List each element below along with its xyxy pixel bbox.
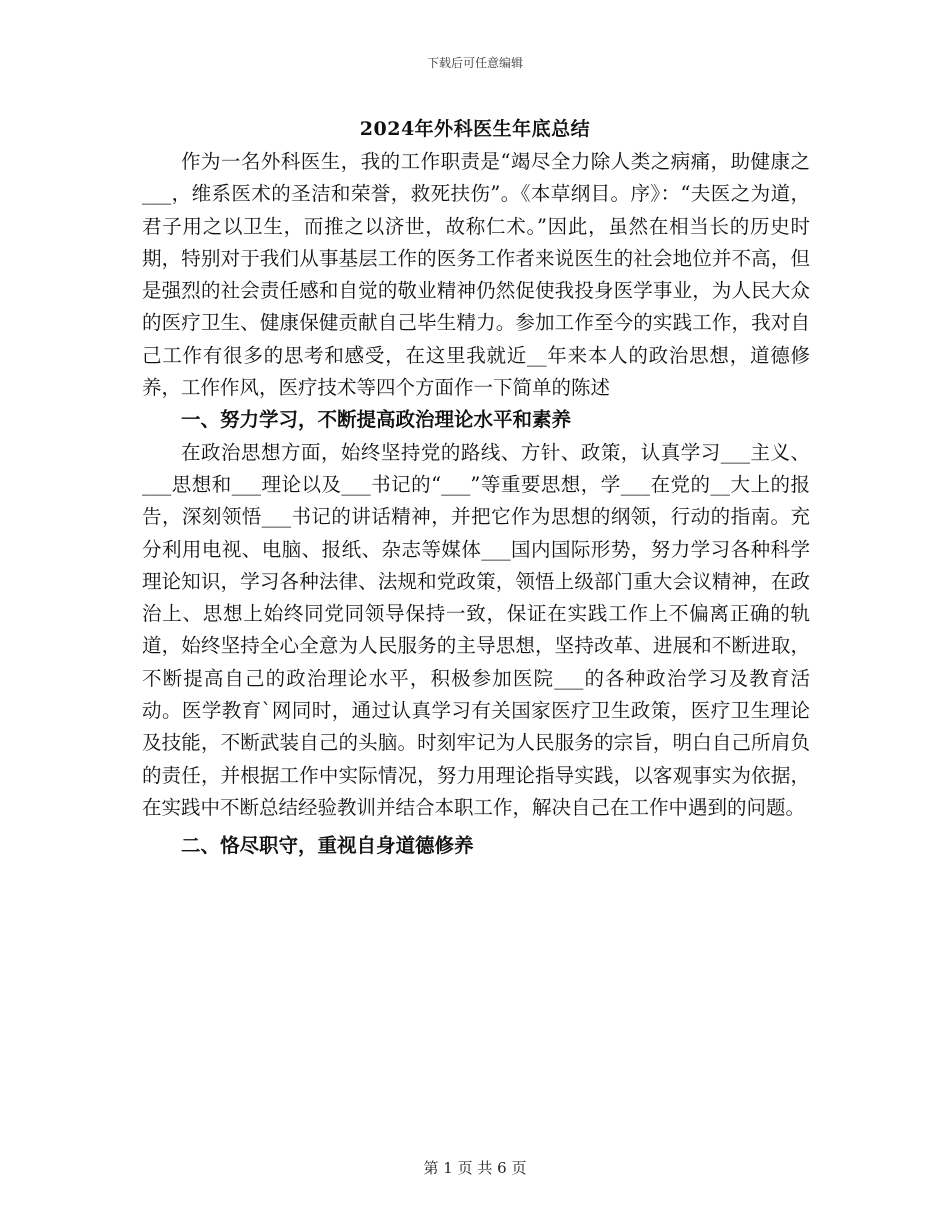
- intro-paragraph: 作为一名外科医生，我的工作职责是“竭尽全力除人类之病痛，助健康之___，维系医术的圣洁和荣誉，救死扶伤”。《本草纲目。序》：“夫医之为道，君子用之以卫生，而推之以济世，故称仁术。”因此，虽然在相当长的历史时期，特别对于我们从事基层工作的医务工作者来说医生的社会地位并不高，但是强烈的社会责任感和自觉的敬业精神仍然促使我投身医学事业，为人民大众的医疗卫生、健康保健贡献自己毕生精力。参加工作至今的实践工作，我对自己工作有很多的思考和感受，在这里我就近__年来本人的政治思想，道德修养，工作作风，医疗技术等四个方面作一下简单的陈述: [142, 150, 810, 400]
- page-number: 第 1 页 共 6 页: [423, 1159, 527, 1177]
- section-1-heading: 一、努力学习，不断提高政治理论水平和素养: [181, 408, 572, 432]
- document-title: 2024年外科医生年底总结: [359, 118, 591, 140]
- section-1-paragraph: 在政治思想方面，始终坚持党的路线、方针、政策，认真学习___主义、___思想和___理论以及___书记的“___”等重要思想，学___在党的__大上的报告，深刻领悟___书记的讲话精神，并把它作为思想的纲领，行动的指南。充分利用电视、电脑、报纸、杂志等媒体___国内国际形势，努力学习各种科学理论知识，学习各种法律、法规和党政策，领悟上级部门重大会议精神，在政治上、思想上始终同党同领导保持一致，保证在实践工作上不偏离正确的轨道，始终坚持全心全意为人民服务的主导思想，坚持改革、进展和不断进取，不断提高自己的政治理论水平，积极参加医院___的各种政治学习及教育活动。医学教育`网同时，通过认真学习有关国家医疗卫生政策，医疗卫生理论及技能，不断武装自己的头脑。时刻牢记为人民服务的宗旨，明白自己所肩负的责任，并根据工作中实际情况，努力用理论指导实践，以客观事实为依据，在实践中不断总结经验教训并结合本职工作，解决自己在工作中遇到的问题。: [142, 440, 810, 819]
- header-note: 下载后可任意编辑: [426, 56, 523, 70]
- document-body: [142, 146, 810, 863]
- section-2-heading: 二、恪尽职守，重视自身道德修养: [181, 834, 474, 858]
